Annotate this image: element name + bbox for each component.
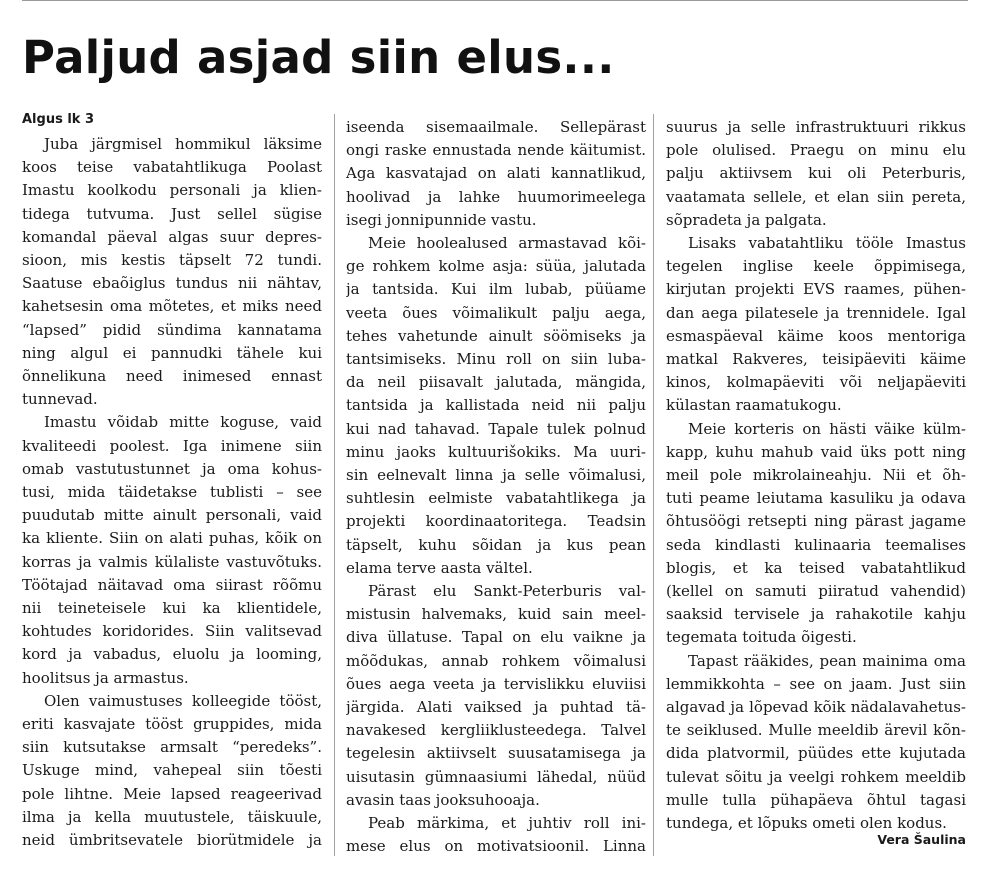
article-text-line: nii teineteisele kui ka klientidele, (22, 599, 322, 618)
article-text-line: lemmikkohta – see on jaam. Just siin (666, 674, 966, 693)
article-text-line: eriti kasvajate tööst gruppides, mida (22, 715, 322, 734)
article-text-line: algavad ja lõpevad kõik nädalavahetus- (666, 698, 966, 717)
article-text-line: dan aega pilatesele ja trennidele. Igal (666, 303, 966, 322)
article-text-line: veeta õues võimalikult palju aega, (346, 303, 646, 322)
article-text-line: avasin taas jooksuhooaja. (346, 790, 540, 809)
article-text-line: seda kindlasti kulinaaria teemalises (666, 535, 966, 554)
article-text-line: külastan raamatukogu. (666, 396, 842, 415)
article-text-line: Imastu võidab mitte koguse, vaid (44, 413, 322, 432)
article-text-line: ning algul ei pannudki tähele kui (22, 343, 322, 362)
article-text-line: tehes vahetunde ainult söömiseks ja (346, 326, 646, 345)
article-text-line: kirjutan projekti EVS raames, pühen- (666, 280, 966, 299)
author-byline: Vera Šaulina (877, 832, 966, 847)
article-text-line: diva üllatuse. Tapal on elu vaikne ja (346, 628, 646, 647)
article-text-line: kui nad tahavad. Tapale tulek polnud (346, 419, 646, 438)
article-text-line: tegelen inglise keele õppimisega, (666, 257, 966, 276)
article-text-line: Meie korteris on hästi väike külm- (688, 419, 966, 438)
article-text-line: vaatamata sellele, et elan siin pereta, (666, 187, 966, 206)
article-text-line: Aga kasvatajad on alati kannatlikud, (346, 164, 646, 183)
top-rule (22, 0, 968, 1)
article-text-line: (kellel on samuti piiratud vahendid) (666, 582, 966, 601)
article-text-line: kohtudes koridorides. Siin valitsevad (22, 622, 322, 641)
article-column-3 (666, 116, 966, 835)
article-text-line: tunnevad. (22, 390, 98, 409)
article-text-line: pole olulised. Praegu on minu elu (666, 141, 966, 160)
article-text-line: hoolitsus ja armastus. (22, 668, 189, 687)
article-text-line: kord ja vabadus, eluolu ja looming, (22, 645, 322, 664)
article-text-line: sin eelnevalt linna ja selle võimalusi, (346, 466, 646, 485)
article-text-line: projekti koordinaatoritega. Teadsin (346, 512, 646, 531)
article-text-line: tusi, mida täidetakse tublisti – see (22, 483, 322, 502)
article-text-line: navakesed kergliiklusteedega. Talvel (346, 721, 646, 740)
article-text-line: meil pole mikrolaineahju. Nii et õh- (666, 466, 966, 485)
article-text-line: Pärast elu Sankt-Peterburis val- (368, 582, 646, 601)
article-column-1 (22, 110, 322, 852)
article-text-line: Olen vaimustuses kolleegide tööst, (44, 691, 322, 710)
article-text-line: omab vastutustunnet ja oma kohus- (22, 459, 322, 478)
article-text-line: esmaspäeval käime koos mentoriga (666, 326, 966, 345)
article-text-line: mõõdukas, annab rohkem võimalusi (346, 651, 646, 670)
article-text-line: Uskuge mind, vahepeal siin tõesti (22, 761, 322, 780)
article-headline: Paljud asjad siin elus... (22, 31, 615, 84)
article-text-line: Imastu koolkodu personali ja klien- (22, 181, 322, 200)
article-text-line: palju aktiivsem kui oli Peterburis, (666, 164, 966, 183)
article-text-line: ja tantsida. Kui ilm lubab, püüame (346, 280, 646, 299)
article-text-line: tidega tutvuma. Just sellel sügise (22, 204, 322, 223)
article-text-line: õnnelikuna need inimesed ennast (22, 367, 322, 386)
continuation-kicker: Algus lk 3 (22, 112, 95, 127)
article-text-line: te seiklused. Mulle meeldib ärevil kõn- (666, 721, 966, 740)
article-text-line: ongi raske ennustada nende käitumist. (346, 141, 646, 160)
article-text-line: pole lihtne. Meie lapsed reageerivad (22, 784, 322, 803)
article-text-line: Tapast rääkides, pean mainima oma (688, 651, 966, 670)
column-divider (653, 114, 654, 856)
article-text-line: Töötajad näitavad oma siirast rõõmu (22, 575, 322, 594)
article-text-line: kinos, kolmapäeviti või neljapäeviti (666, 373, 966, 392)
article-text-line: elama terve aasta vältel. (346, 558, 533, 577)
article-text-line: õhtusöögi retsepti ning pärast jagame (666, 512, 966, 531)
article-text-line: Peab märkima, et juhtiv roll ini- (368, 814, 646, 833)
article-text-line: Meie hoolealused armastavad kõi- (368, 234, 646, 253)
article-text-line: mistusin halvemaks, kuid sain meel- (346, 605, 646, 624)
article-text-line: täpselt, kuhu sõidan ja kus pean (346, 535, 646, 554)
article-text-line: kvaliteedi poolest. Iga inimene siin (22, 436, 322, 455)
article-text-line: korras ja valmis külaliste vastuvõtuks. (22, 552, 322, 571)
article-text-line: isegi jonnipunnide vastu. (346, 210, 537, 229)
article-text-line: suhtlesin eelmiste vabatahtlikega ja (346, 489, 646, 508)
article-text-line: mese elus on motivatsioonil. Linna (346, 837, 646, 856)
article-text-line: saaksid tervisele ja rahakotile kahju (666, 605, 966, 624)
article-text-line: mulle tulla pühapäeva õhtul tagasi (666, 790, 966, 809)
article-text-line: iseenda sisemaailmale. Sellepärast (346, 118, 646, 136)
column-divider (334, 114, 335, 856)
article-text-line: Saatuse ebaõiglus tundus nii nähtav, (22, 274, 322, 293)
article-text-line: ka kliente. Siin on alati puhas, kõik on (22, 529, 322, 548)
article-text-line: tundega, et lõpuks ometi olen kodus. (666, 814, 947, 833)
article-text-line: komandal päeval algas suur depres- (22, 227, 322, 246)
article-text-line: siin kutsutakse armsalt “peredeks”. (22, 738, 322, 757)
article-text-line: tegemata toituda õigesti. (666, 628, 857, 647)
article-text-line: ge rohkem kolme asja: süüa, jalutada (346, 257, 646, 276)
article-text-line: tegelesin aktiivselt suusatamisega ja (346, 744, 646, 763)
article-text-line: hoolivad ja lahke huumorimeelega (346, 187, 646, 206)
article-text-line: sioon, mis kestis täpselt 72 tundi. (22, 251, 322, 270)
article-text-line: tantsimiseks. Minu roll on siin luba- (346, 350, 646, 369)
article-text-line: uisutasin gümnaasiumi lähedal, nüüd (346, 767, 646, 786)
article-text-line: da neil piisavalt jalutada, mängida, (346, 373, 646, 392)
article-text-line: järgida. Alati vaiksed ja puhtad tä- (346, 698, 646, 717)
article-text-line: dida platvormil, püüdes ette kujutada (666, 744, 966, 763)
article-text-line: tantsida ja kallistada neid nii palju (346, 396, 646, 415)
article-column-2 (346, 116, 646, 859)
article-text-line: neid ümbritsevatele biorütmidele ja (22, 831, 322, 850)
article-text-line: tuti peame leiutama kasuliku ja odava (666, 489, 966, 508)
article-text-line: Juba järgmisel hommikul läksime (44, 135, 322, 153)
article-text-line: blogis, et ka teised vabatahtlikud (666, 558, 966, 577)
article-text-line: koos teise vabatahtlikuga Poolast (22, 158, 322, 177)
article-text-line: kahetsesin oma mõtetes, et miks need (22, 297, 322, 316)
article-text-line: puudutab mitte ainult personali, vaid (22, 506, 322, 525)
article-text-line: suurus ja selle infrastruktuuri rikkus (666, 118, 966, 136)
article-text-line: õues aega veeta ja tervislikku eluviisi (346, 674, 646, 693)
article-text-line: matkal Rakveres, teisipäeviti käime (666, 350, 966, 369)
article-text-line: Lisaks vabatahtliku tööle Imastus (688, 234, 966, 253)
article-text-line: ilma ja kella muutustele, täiskuule, (22, 807, 322, 826)
article-text-line: minu jaoks kultuurišokiks. Ma uuri- (346, 442, 646, 461)
article-text-line: tulevat sõitu ja veelgi rohkem meeldib (666, 767, 966, 786)
article-text-line: “lapsed” pidid sündima kannatama (22, 320, 322, 339)
article-text-line: kapp, kuhu mahub vaid üks pott ning (666, 442, 966, 461)
article-text-line: sõpradeta ja palgata. (666, 210, 827, 229)
